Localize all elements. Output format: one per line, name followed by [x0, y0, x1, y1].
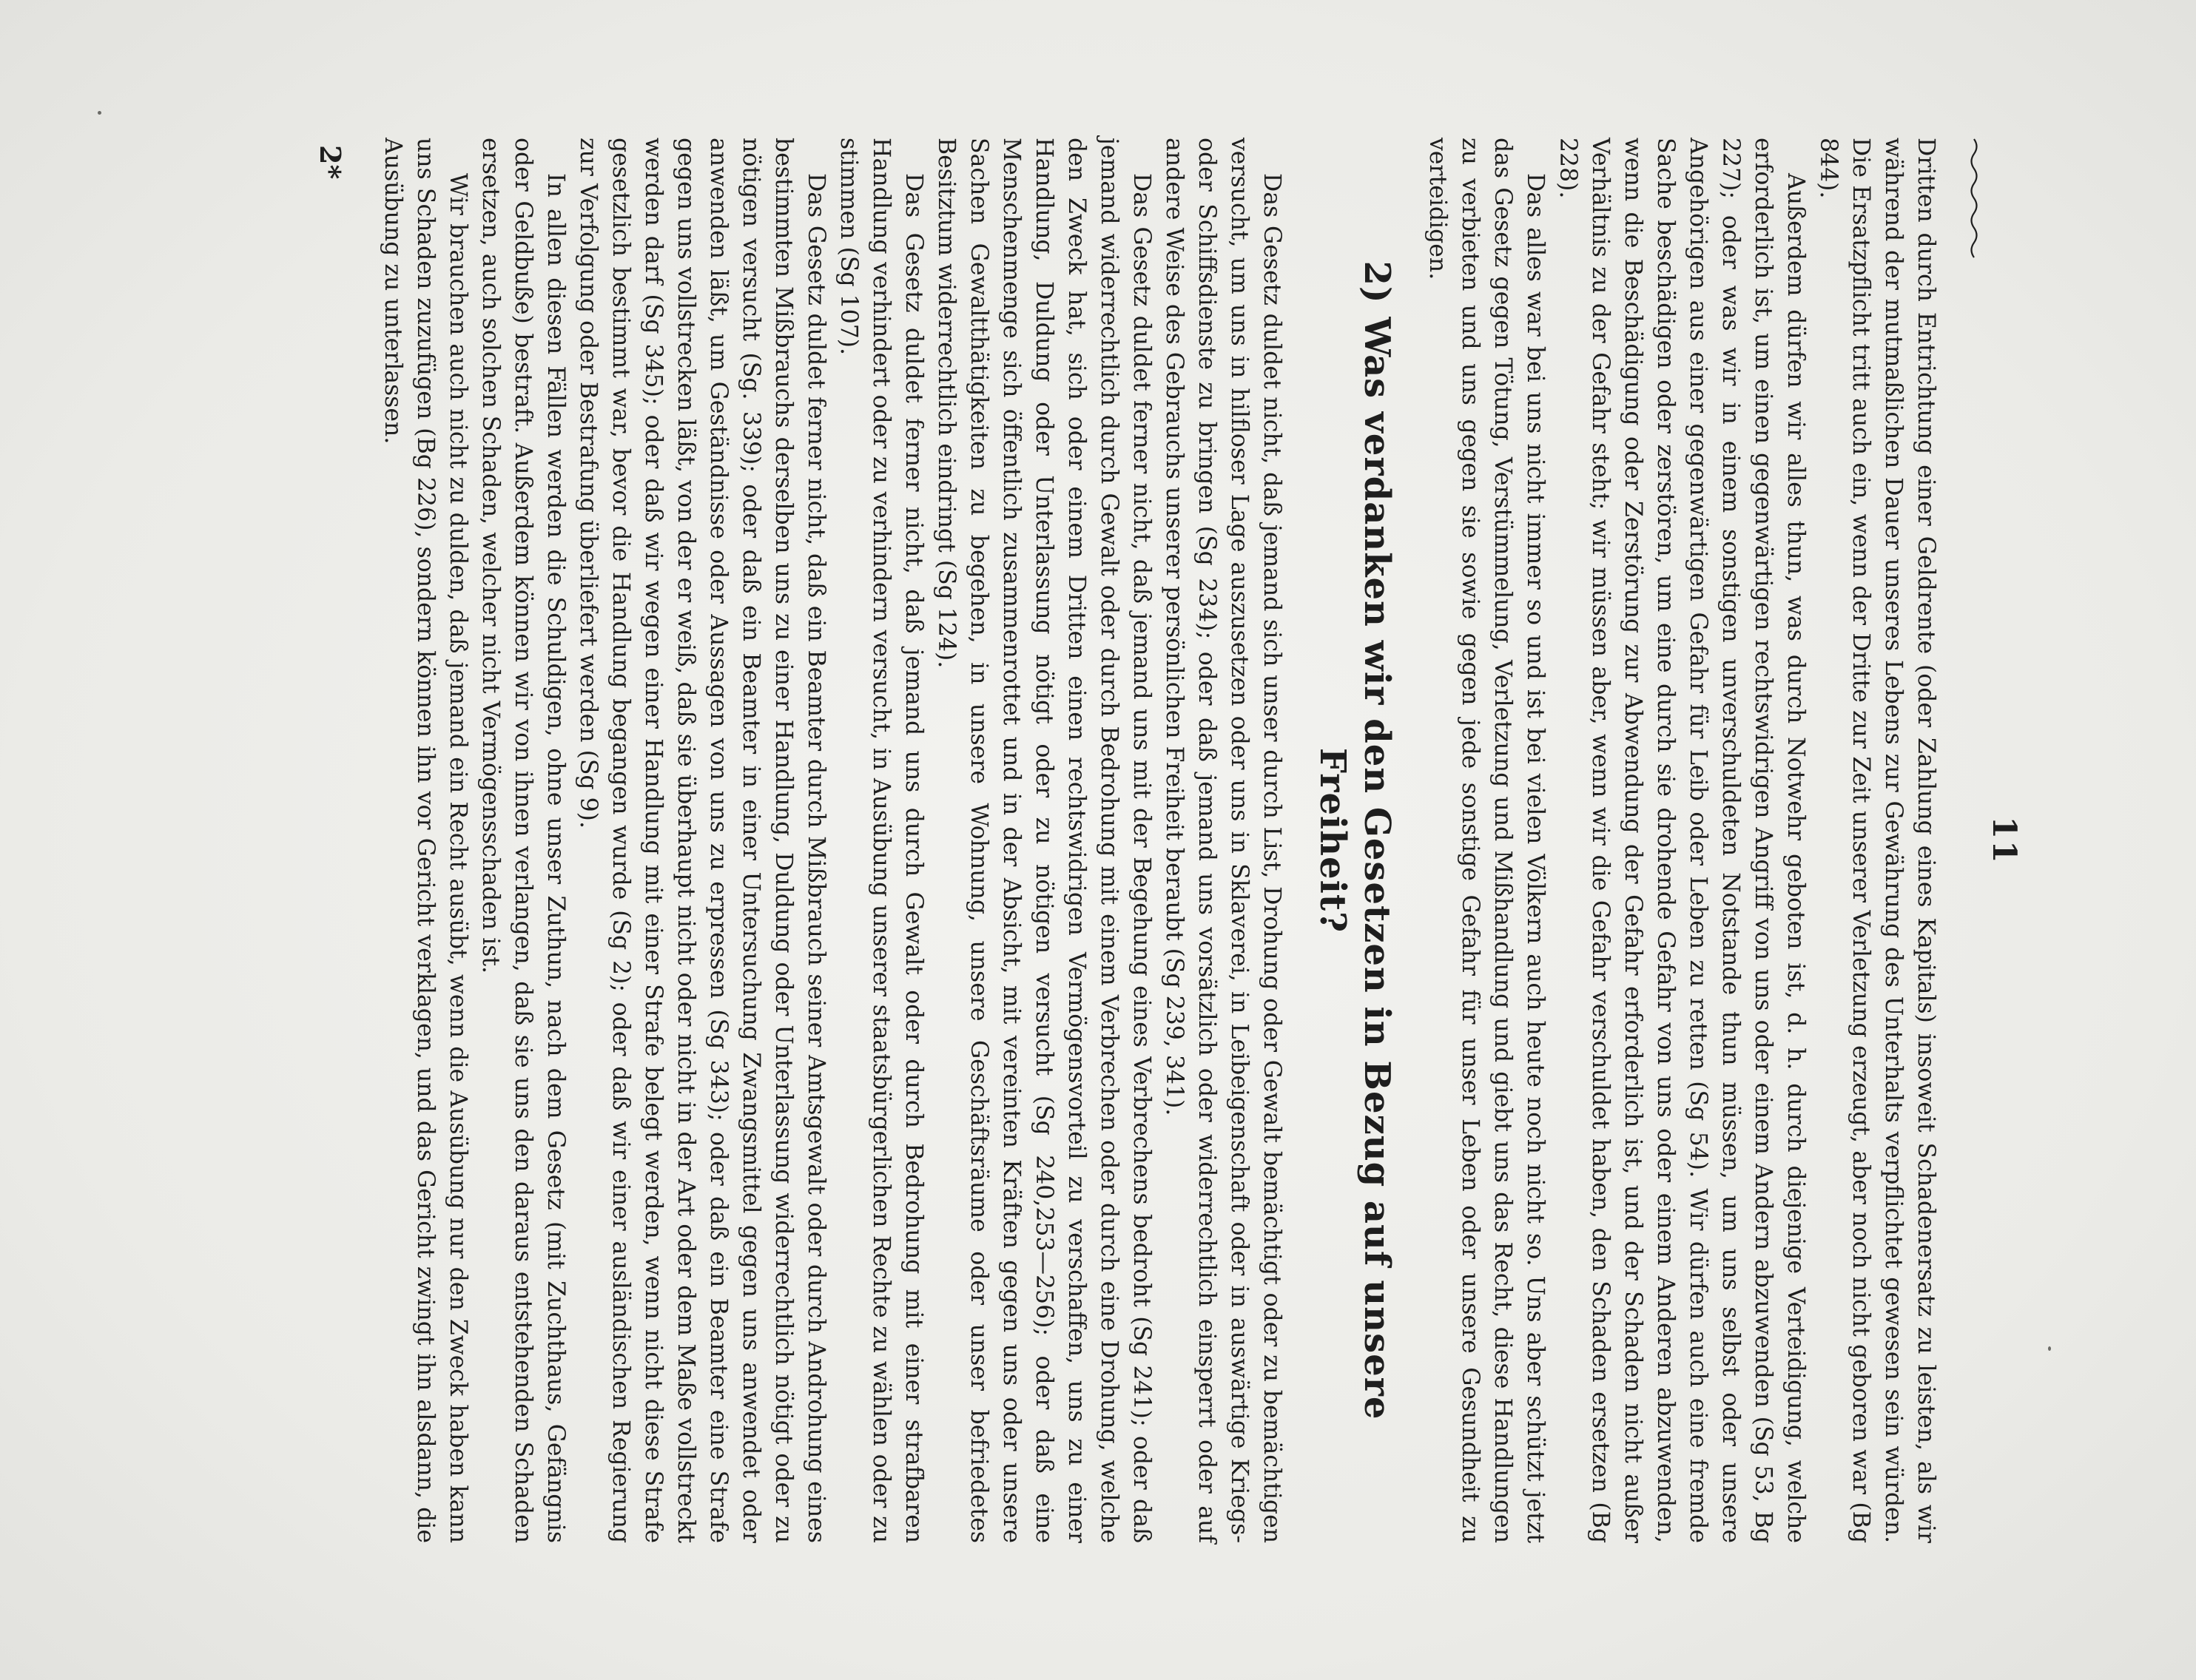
printer-signature-mark: 2*	[314, 144, 347, 179]
paragraph: Außerdem dürfen wir alles thun, was durch Notwehr geboten ist, d. h. durch diejenige Verteidigung, welche erforderlich ist, um einen gegenwärtigen rechtswidrigen Angriff von uns oder einem Andern abzuwenden (Sg 53, Bg 227); oder was wir in einem sonstigen unverschuldeten Notstande thun müssen, um uns selbst oder unsere Angehörigen aus einer gegenwärtigen Gefahr für Leib oder Leben zu retten (Sg 54). Wir dürfen auch eine fremde Sache beschädigen oder zerstören, um eine durch sie drohende Gefahr von uns oder einem Anderen abzuwenden, wenn die Beschädigung oder Zerstörung zur Abwendung der Gefahr erforderlich ist, und der Schaden nicht außer Verhältnis zu der Gefahr steht; wir müssen aber, wenn wir die Gefahr verschuldet haben, den Schaden ersetzen (Bg 228).	[1555, 137, 1809, 1543]
page-number: 11	[1985, 815, 2023, 865]
paragraph: Dritten durch Entrichtung einer Geldrente (oder Zahlung eines Kapitals) insoweit Schadenersatz zu leisten, als wir während der mutmaßlichen Dauer unseres Lebens zur Gewährung des Unterhalts verpflichtet gewesen sein würden. Die Ersatzpflicht tritt auch ein, wenn der Dritte zur Zeit unserer Verletzung erzeugt, aber noch nicht geboren war (Bg 844).	[1815, 137, 1939, 1543]
paragraph: Wir brauchen auch nicht zu dulden, daß jemand ein Recht ausübt, wenn die Ausübung nur den Zweck haben kann uns Schaden zuzufügen (Bg 226), sondern können ihn vor Gericht verklagen, und das Gericht zwingt ihn alsdann, die Ausübung zu unterlassen.	[380, 137, 471, 1543]
ornament-divider	[1967, 138, 1981, 263]
section-heading: 2) Was verdanken wir den Gesetzen in Bezug auf unsere Freiheit?	[1312, 260, 1398, 1420]
paragraph: Das Gesetz duldet ferner nicht, daß ein Beamter durch Mißbrauch seiner Amtsgewalt oder durch Androhung eines bestimmten Mißbrauchs derselben uns zu einer Handlung, Duldung oder Unterlassung widerrechtlich nötigt oder zu nötigen versucht (Sg. 339); oder daß ein Beamter in einer Untersuchung Zwangsmittel gegen uns anwendet oder anwenden läßt, um Geständnisse oder Aussagen von uns zu erpressen (Sg 343); oder daß ein Beamter eine Strafe gegen uns vollstrecken läßt, von der er weiß, daß sie überhaupt nicht oder nicht in der Art oder dem Maße vollstreckt werden darf (Sg 345); oder daß wir wegen einer Handlung mit einer Strafe belegt werden, wenn nicht diese Strafe gesetzlich bestimmt war, bevor die Handlung begangen wurde (Sg 2); oder daß wir einer ausländischen Regierung zur Verfolgung oder Bestrafung überliefert werden (Sg 9).	[575, 137, 829, 1543]
page-content	[173, 138, 2023, 1543]
scan-speck	[2048, 1346, 2051, 1351]
paragraph: Das alles war bei uns nicht immer so und ist bei vielen Völkern auch heute noch nicht so. Uns aber schützt jetzt das Gesetz gegen Tötung, Verstümmelung, Verletzung und Mißhandlung und giebt uns das Recht, diese Handlungen zu verbieten und uns gegen sie sowie gegen jede sonstige Gefahr für unser Leben oder unsere Gesundheit zu verteidigen.	[1424, 137, 1549, 1543]
paragraph: Das Gesetz duldet ferner nicht, daß jemand uns mit der Begehung eines Verbrechens bedroht (Sg 241); oder daß jemand widerrechtlich durch Gewalt oder durch Bedrohung mit einem Verbrechen oder durch eine Drohung, welche den Zweck hat, sich oder einem Dritten einen rechtswidrigen Vermögensvorteil zu verschaffen, uns zu einer Handlung, Duldung oder Unterlassung nötigt oder zu nötigen versucht (Sg 240,253—256); oder daß eine Menschenmenge sich öffentlich zusammenrottet und in der Absicht, mit vereinten Kräften gegen uns oder unsere Sachen Gewaltthätigkeiten zu begehen, in unsere Wohnung, unsere Geschäftsräume oder unser befriedetes Besitztum widerrechtlich eindringt (Sg 124).	[933, 137, 1155, 1543]
paragraph: Das Gesetz duldet ferner nicht, daß jemand uns durch Gewalt oder durch Bedrohung mit einer strafbaren Handlung verhindert oder zu verhindern versucht, in Ausübung unserer staatsbürgerlichen Rechte zu wählen oder zu stimmen (Sg 107).	[835, 137, 927, 1543]
paragraph: In allen diesen Fällen werden die Schuldigen, ohne unser Zuthun, nach dem Gesetz (mit Zuchthaus, Gefängnis oder Geldbuße) bestraft. Außerdem können wir von ihnen verlangen, daß sie uns den daraus entstehenden Schaden ersetzen, auch solchen Schaden, welcher nicht Vermögensschaden ist.	[477, 137, 569, 1543]
scan-speck	[98, 111, 101, 115]
paragraph: Das Gesetz duldet nicht, daß jemand sich unser durch List, Drohung oder Gewalt bemächtigt oder zu bemächtigen versucht, um uns in hilfloser Lage auszusetzen oder uns in Sklaverei, in Leibeigenschaft oder in auswärtige Kriegs- oder Schiffsdienste zu bringen (Sg 234); oder daß jemand uns vorsätzlich oder widerrechtlich einsperrt oder auf andere Weise des Gebrauchs unserer persönlichen Freiheit beraubt (Sg 239, 341).	[1161, 137, 1285, 1543]
